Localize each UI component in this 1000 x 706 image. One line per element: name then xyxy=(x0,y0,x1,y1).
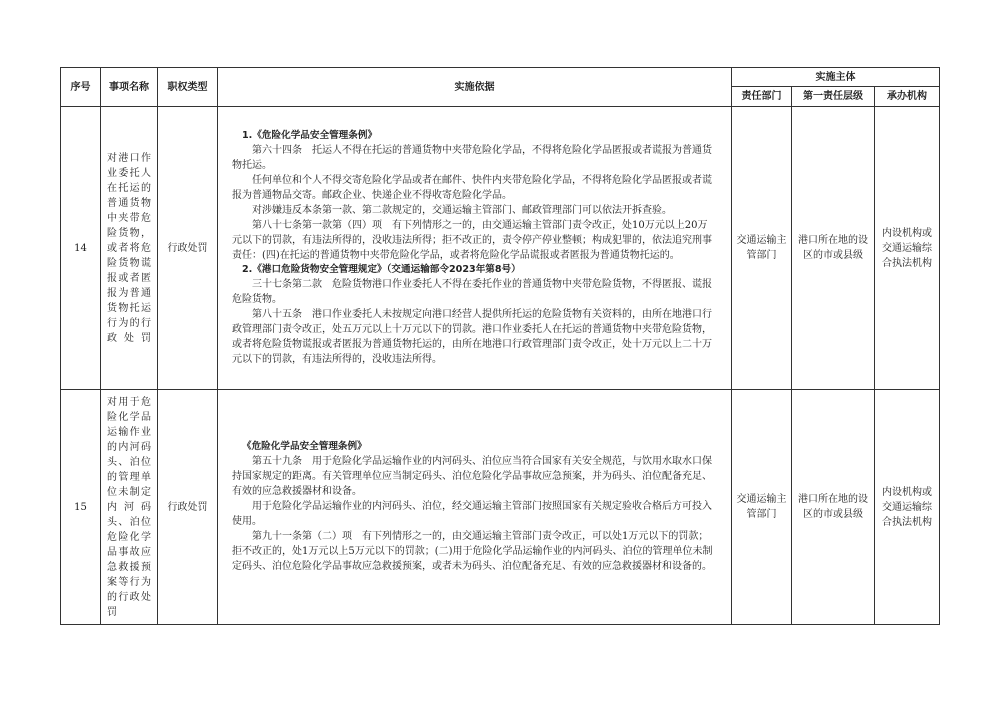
table-row xyxy=(61,107,940,390)
basis-paragraph: 第六十四条 托运人不得在托运的普通货物中夹带危险化学品，不得将危险化学品匿报或者谎报为普通货物托运。 xyxy=(232,145,712,171)
basis-law-title: 2.《港口危险货物安全管理规定》（交通运输部令2023年第8号） xyxy=(242,264,521,275)
header-type: 职权类型 xyxy=(158,68,218,107)
row-name: 对用于危险化学品运输作业的内河码头、泊位的管理单位未制定内河码头、泊位危险化学品事故应急救援预案等行为的行政处罚 xyxy=(101,390,158,625)
table-row xyxy=(61,390,940,625)
basis-law-title: 《危险化学品安全管理条例》 xyxy=(242,440,367,452)
header-name: 事项名称 xyxy=(101,68,158,107)
basis-law-title: 1.《危险化学品安全管理条例》 xyxy=(242,129,378,141)
row-org: 内设机构或交通运输综合执法机构 xyxy=(875,107,940,390)
basis-paragraph: 用于危险化学品运输作业的内河码头、泊位，经交通运输主管部门按照国家有关规定验收合格后方可投入使用。 xyxy=(232,501,712,528)
basis-paragraph: 对涉嫌违反本条第一款、第二款规定的，交通运输主管部门、邮政管理部门可以依法开拆查验。 xyxy=(252,205,672,216)
row-no: 15 xyxy=(61,390,101,625)
matters-table xyxy=(60,67,940,625)
row-dept: 交通运输主管部门 xyxy=(732,107,792,390)
header-level: 第一责任层级 xyxy=(792,87,875,107)
row-type: 行政处罚 xyxy=(158,390,218,625)
basis-paragraph: 三十七条第二款 危险货物港口作业委托人不得在委托作业的普通货物中夹带危险货物，不得匿报、谎报危险货物。 xyxy=(232,279,712,306)
header-org: 承办机构 xyxy=(875,87,940,107)
row-basis xyxy=(218,390,732,625)
row-basis xyxy=(218,107,732,390)
header-dept: 责任部门 xyxy=(732,87,792,107)
basis-paragraph: 第五十九条 用于危险化学品运输作业的内河码头、泊位应当符合国家有关安全规范，与饮用水取水口保持国家规定的距离。有关管理单位应当制定码头、泊位危险化学品事故应急预案，并为码头、泊位配备充足、有效的应急救援器材和设备。 xyxy=(232,456,712,498)
header-no: 序号 xyxy=(61,68,101,107)
basis-paragraph: 第八十五条 港口作业委托人未按规定向港口经营人提供所托运的危险货物有关资料的，由所在地港口行政管理部门责令改正，处五万元以上十万元以下的罚款。港口作业委托人在托运的普通货物中夹带危险货物，或者将危险货物谎报或者匿报为普通货物托运的，由所在地港口行政管理部门责令改正，处十万元以上二十万元以下的罚款，有违法所得的，没收违法所得。 xyxy=(232,309,712,366)
header-basis: 实施依据 xyxy=(218,68,732,107)
row-type: 行政处罚 xyxy=(158,107,218,390)
row-org: 内设机构或交通运输综合执法机构 xyxy=(875,390,940,625)
basis-paragraph: 任何单位和个人不得交寄危险化学品或者在邮件、快件内夹带危险化学品，不得将危险化学品匿报或者谎报为普通物品交寄。邮政企业、快递企业不得收寄危险化学品。 xyxy=(232,175,712,201)
basis-paragraph: 第八十七条第一款第（四）项 有下列情形之一的，由交通运输主管部门责令改正，处10万元以上20万元以下的罚款，有违法所得的，没收违法所得；拒不改正的，责令停产停业整顿；构成犯罪的，依法追究刑事责任：(四)在托运的普通货物中夹带危险化学品，或者将危险化学品谎报或者匿报为普通货物托运的。 xyxy=(232,220,712,261)
basis-paragraph: 第九十一条第（二）项 有下列情形之一的，由交通运输主管部门责令改正，可以处1万元以下的罚款；拒不改正的，处1万元以上5万元以下的罚款；(二)用于危险化学品运输作业的内河码头、泊位的管理单位未制定码头、泊位危险化学品事故应急救援预案，或者未为码头、泊位配备充足、有效的应急救援器材和设备的。 xyxy=(232,531,713,573)
row-level: 港口所在地的设区的市或县级 xyxy=(792,390,875,625)
header-subject: 实施主体 xyxy=(732,68,940,87)
row-level: 港口所在地的设区的市或县级 xyxy=(792,107,875,390)
row-no: 14 xyxy=(61,107,101,390)
row-name: 对港口作业委托人在托运的普通货物中夹带危险货物，或者将危险货物谎报或者匿报为普通货物托运行为的行政处罚 xyxy=(101,107,158,390)
row-dept: 交通运输主管部门 xyxy=(732,390,792,625)
